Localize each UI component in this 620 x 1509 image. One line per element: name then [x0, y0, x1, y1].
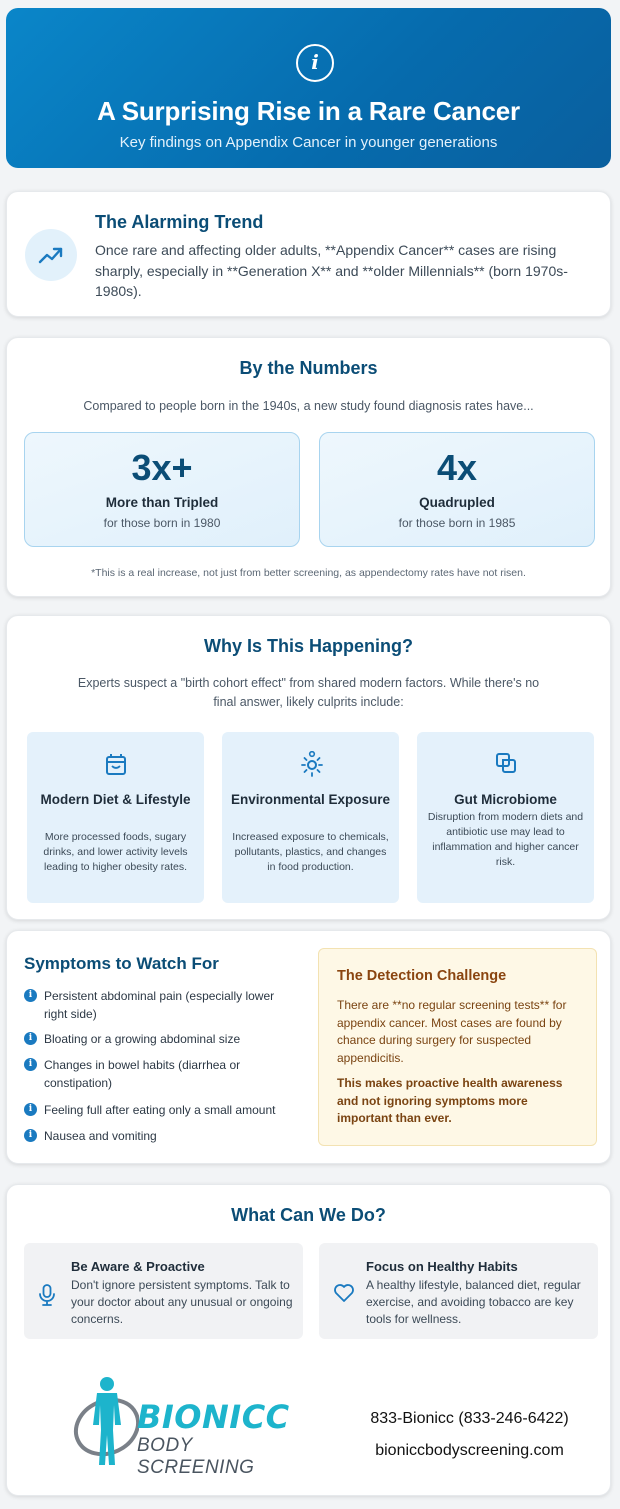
info-icon: i: [24, 1103, 37, 1116]
numbers-card: [6, 337, 611, 597]
info-icon: i: [24, 1129, 37, 1142]
numbers-footnote: *This is a real increase, not just from better screening, as appendectomy rates have not risen.: [91, 567, 526, 579]
numbers-intro: Compared to people born in the 1940s, a new study found diagnosis rates have...: [83, 399, 534, 413]
action-text: A healthy lifestyle, balanced diet, regular exercise, and avoiding tobacco are key tools for wellness.: [366, 1278, 581, 1326]
trending-up-icon: [25, 229, 77, 281]
stat-note: for those born in 1980: [103, 516, 221, 530]
why-title: Why Is This Happening?: [203, 636, 413, 656]
stat-card: [319, 432, 595, 547]
logo-subtitle: BODY SCREENING: [137, 1435, 255, 1478]
list-item: i Persistent abdominal pain (especially lower right side): [24, 987, 294, 1023]
why-intro: Experts suspect a "birth cohort effect" from shared modern factors. While there's no final answer, likely culprits include:: [77, 676, 540, 709]
brand-logo: [69, 1375, 290, 1478]
logo-title: BIONICC: [137, 1398, 290, 1436]
stat-value: 3x+: [131, 447, 193, 488]
list-item: i Bloating or a growing abdominal size: [24, 1030, 294, 1048]
stat-label: More than Tripled: [105, 495, 219, 510]
factor-card: [27, 732, 204, 903]
stat-value: 4x: [436, 447, 478, 488]
trend-title: The Alarming Trend: [95, 212, 264, 232]
page-subtitle: Key findings on Appendix Cancer in younger generations: [119, 134, 498, 151]
list-item: i Nausea and vomiting: [24, 1127, 294, 1145]
action-title: Be Aware & Proactive: [71, 1259, 205, 1274]
detection-title: The Detection Challenge: [337, 968, 507, 984]
action-card: [24, 1243, 303, 1339]
info-icon: i: [296, 44, 334, 82]
detection-callout: [318, 948, 597, 1146]
list-item: i Changes in bowel habits (diarrhea or constipation): [24, 1056, 294, 1092]
trend-card: [6, 191, 611, 317]
why-card: [6, 615, 611, 920]
detection-text: There are **no regular screening tests** for appendix cancer. Most cases are found by chance during surgery for suspected appendicitis.: [337, 998, 567, 1065]
action-title: Focus on Healthy Habits: [366, 1259, 518, 1274]
factor-card: [222, 732, 399, 903]
body-figure-icon: [69, 1375, 139, 1471]
sun-sparkle-icon: [299, 751, 325, 777]
food-container-icon: [104, 751, 128, 777]
factor-title: Modern Diet & Lifestyle: [40, 792, 191, 807]
factor-text: Increased exposure to chemicals, pollutants, plastics, and changes in food production.: [232, 831, 389, 873]
what-title: What Can We Do?: [231, 1205, 386, 1225]
microphone-icon: [38, 1283, 56, 1307]
factor-text: Disruption from modern diets and antibiotic use may lead to inflammation and higher cancer risk.: [427, 811, 584, 868]
symptoms-title: Symptoms to Watch For: [24, 954, 219, 973]
factor-title: Gut Microbiome: [454, 792, 557, 807]
info-icon: i: [24, 1058, 37, 1071]
heart-icon: [333, 1283, 355, 1303]
action-card: [319, 1243, 598, 1339]
symptoms-card: [6, 930, 611, 1164]
hero-banner: [6, 8, 611, 168]
factor-title: Environmental Exposure: [230, 792, 391, 807]
numbers-title: By the Numbers: [239, 358, 378, 378]
contact-website: bioniccbodyscreening.com: [375, 1442, 564, 1459]
contact-phone: 833-Bionicc (833-246-6422): [370, 1410, 569, 1427]
stat-card: [24, 432, 300, 547]
factor-card: [417, 732, 594, 903]
trend-text: Once rare and affecting older adults, **Appendix Cancer** cases are rising sharply, especially in **Generation X** and **older Millennials** (born 1970s-1980s).: [95, 242, 568, 299]
info-icon: i: [24, 989, 37, 1002]
list-item: i Feeling full after eating only a small amount: [24, 1101, 294, 1119]
stat-label: Quadrupled: [419, 495, 495, 510]
action-text: Don't ignore persistent symptoms. Talk to your doctor about any unusual or ongoing concerns.: [71, 1278, 293, 1326]
detection-emphasis: This makes proactive health awareness and not ignoring symptoms more important than ever.: [337, 1076, 563, 1125]
stat-note: for those born in 1985: [398, 516, 516, 530]
what-card: [6, 1184, 611, 1496]
factor-text: More processed foods, sugary drinks, and lower activity levels leading to higher obesity rates.: [43, 831, 188, 873]
layers-icon: [494, 751, 518, 775]
info-icon: i: [24, 1032, 37, 1045]
page-title: A Surprising Rise in a Rare Cancer: [97, 96, 520, 126]
